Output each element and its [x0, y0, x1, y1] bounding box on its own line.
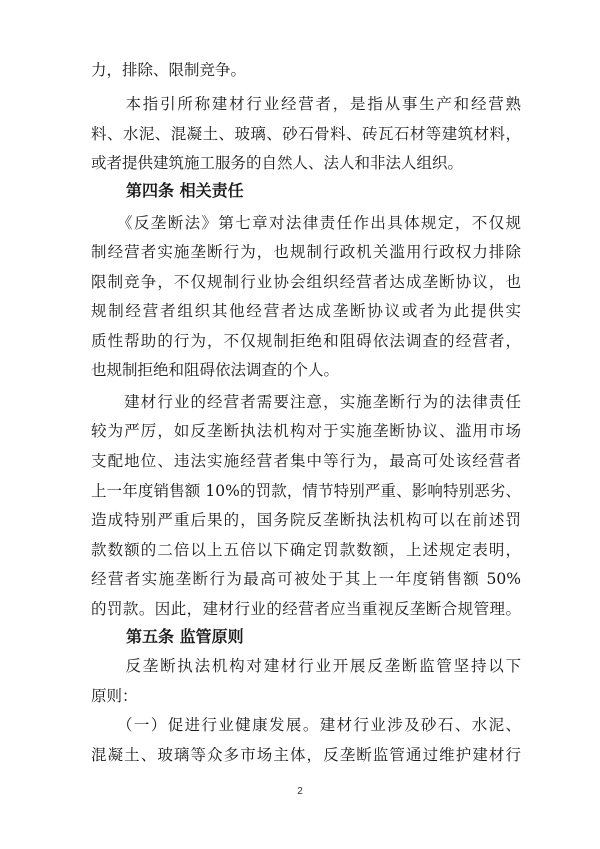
text-line: 也规制拒绝和阻碍依法调查的个人。: [91, 361, 340, 379]
text-line: 较为严厉，如反垄断执法机构对于实施垄断协议、滥用市场: [91, 422, 521, 440]
text-line: 制经营者实施垄断行为，也规制行政机关滥用行政权力排除: [91, 243, 521, 261]
text-line: 混凝土、玻璃等众多市场主体，反垄断监管通过维护建材行: [91, 746, 521, 764]
text-line: 力，排除、限制竞争。: [91, 61, 247, 79]
text-line: 支配地位、违法实施经营者集中等行为，最高可处该经营者: [91, 452, 521, 470]
text-line: 或者提供建筑施工服务的自然人、法人和非法人组织。: [91, 154, 464, 172]
text-line: 经营者实施垄断行为最高可被处于其上一年度销售额 50%: [91, 570, 521, 588]
text-line: 建材行业的经营者需要注意，实施垄断行为的法律责任: [91, 393, 521, 411]
page-number: 2: [297, 786, 303, 797]
text-line: 造成特别严重后果的，国务院反垄断执法机构可以在前述罚: [91, 511, 521, 529]
text-line: 料、水泥、混凝土、玻璃、砂石骨料、砖瓦石材等建筑材料，: [91, 125, 521, 143]
article-5-heading: 第五条 监管原则: [126, 627, 244, 646]
text-line: 《反垄断法》第七章对法律责任作出具体规定，不仅规: [91, 214, 521, 232]
text-line: 反垄断执法机构对建材行业开展反垄断监管坚持以下: [91, 657, 521, 675]
text-line: 规制经营者组织其他经营者达成垄断协议或者为此提供实: [91, 302, 521, 320]
text-line: 的罚款。因此，建材行业的经营者应当重视反垄断合规管理。: [91, 600, 521, 618]
text-line: 限制竞争，不仅规制行业协会组织经营者达成垄断协议，也: [91, 273, 521, 291]
text-line: 上一年度销售额 10%的罚款，情节特别严重、影响特别恶劣、: [91, 482, 521, 500]
text-line: 本指引所称建材行业经营者，是指从事生产和经营熟: [91, 95, 521, 113]
article-4-heading: 第四条 相关责任: [126, 181, 244, 200]
text-line: 质性帮助的行为，不仅规制拒绝和阻碍依法调查的经营者，: [91, 332, 521, 350]
text-line: （一）促进行业健康发展。建材行业涉及砂石、水泥、: [91, 716, 521, 734]
text-line: 款数额的二倍以上五倍以下确定罚款数额，上述规定表明，: [91, 541, 521, 559]
text-line: 原则：: [91, 687, 138, 705]
